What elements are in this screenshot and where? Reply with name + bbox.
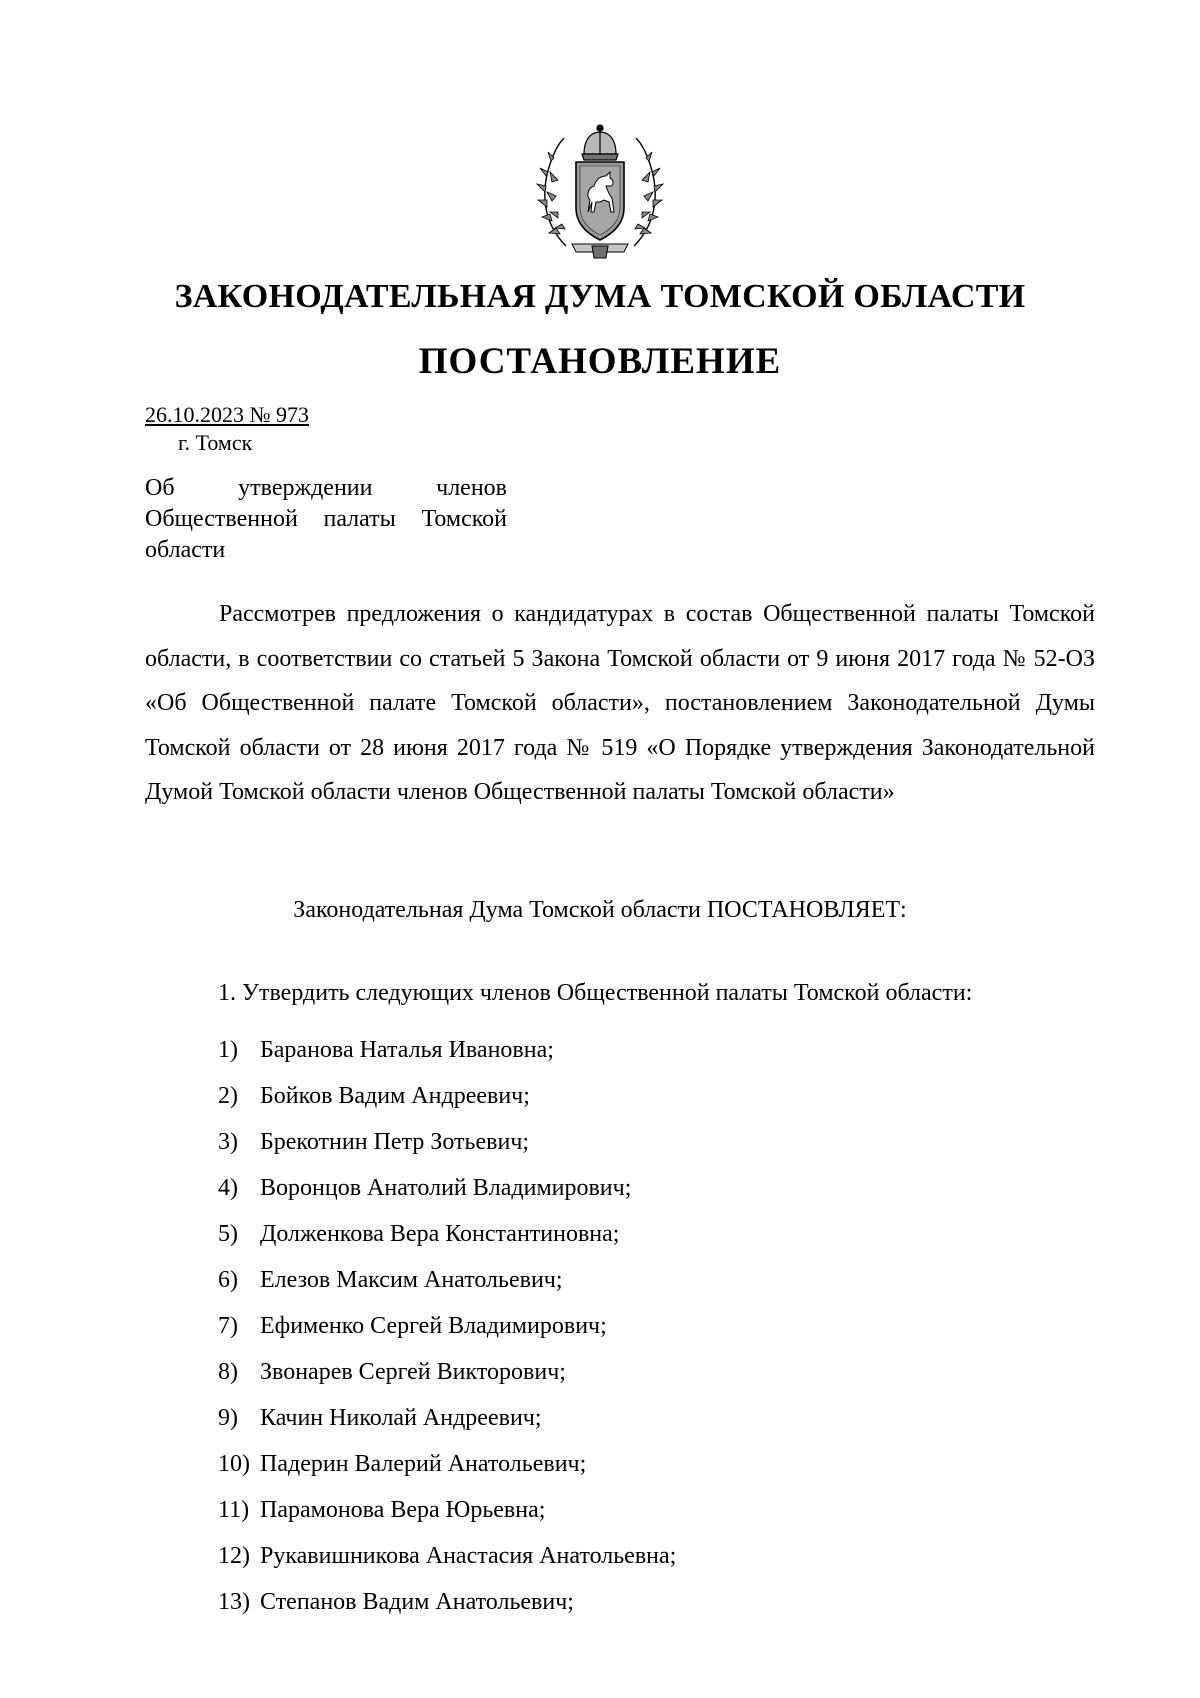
resolution-item-1: 1. Утвердить следующих членов Общественной палаты Томской области: (218, 980, 973, 1006)
list-item-number: 10) (218, 1451, 250, 1477)
list-item-name: Рукавишникова Анастасия Анатольевна; (260, 1543, 677, 1569)
list-item-number: 1) (218, 1037, 238, 1063)
list-item-number: 6) (218, 1267, 238, 1293)
list-item-number: 13) (218, 1589, 250, 1615)
coat-of-arms-icon (536, 124, 664, 262)
document-date-number: 26.10.2023 № 973 (145, 402, 309, 427)
list-item-number: 4) (218, 1175, 238, 1201)
list-item (218, 1211, 676, 1257)
subject-line-rest: Общественной палаты Томской области (145, 506, 507, 563)
list-item (218, 1487, 676, 1533)
list-item-name: Брекотнин Петр Зотьевич; (260, 1129, 530, 1155)
members-list (218, 1027, 676, 1625)
list-item-name: Долженкова Вера Константиновна; (260, 1221, 620, 1247)
list-item (218, 1073, 676, 1119)
list-item-number: 3) (218, 1129, 238, 1155)
list-item-number: 9) (218, 1405, 238, 1431)
list-item (218, 1303, 676, 1349)
list-item-name: Бойков Вадим Андреевич; (260, 1083, 530, 1109)
document-city: г. Томск (178, 430, 253, 455)
document-subject (145, 473, 507, 566)
list-item-name: Качин Николай Андреевич; (260, 1405, 542, 1431)
list-item-number: 2) (218, 1083, 238, 1109)
organization-title: ЗАКОНОДАТЕЛЬНАЯ ДУМА ТОМСКОЙ ОБЛАСТИ (174, 278, 1026, 315)
list-item (218, 1441, 676, 1487)
list-item-number: 12) (218, 1543, 250, 1569)
list-item-name: Елезов Максим Анатольевич; (260, 1267, 563, 1293)
list-item (218, 1533, 676, 1579)
list-item-number: 11) (218, 1497, 250, 1523)
list-item-name: Звонарев Сергей Викторович; (260, 1359, 566, 1385)
resolves-line: Законодательная Дума Томской области ПОСТАНОВЛЯЕТ: (293, 897, 907, 923)
list-item-name: Воронцов Анатолий Владимирович; (260, 1175, 632, 1201)
list-item-number: 7) (218, 1313, 238, 1339)
document-type: ПОСТАНОВЛЕНИЕ (418, 341, 782, 382)
preamble-paragraph: Рассмотрев предложения о кандидатурах в состав Общественной палаты Томской области, в соответствии со статьей 5 Закона Томской области от 9 июня 2017 года № 52-ОЗ «Об Общественной палате Томской области», постановлением Законодательной Думы Томской области от 28 июня 2017 года № 519 «О Порядке утверждения Законодательной Думой Томской области членов Общественной палаты Томской области» (145, 601, 1095, 805)
list-item-name: Падерин Валерий Анатольевич; (260, 1451, 587, 1477)
list-item (218, 1349, 676, 1395)
list-item (218, 1119, 676, 1165)
list-item (218, 1395, 676, 1441)
list-item-number: 8) (218, 1359, 238, 1385)
list-item (218, 1579, 676, 1625)
list-item-name: Ефименко Сергей Владимирович; (260, 1313, 607, 1339)
list-item (218, 1257, 676, 1303)
list-item-name: Баранова Наталья Ивановна; (260, 1037, 554, 1063)
list-item-name: Парамонова Вера Юрьевна; (260, 1497, 546, 1523)
list-item-number: 5) (218, 1221, 238, 1247)
list-item-name: Степанов Вадим Анатольевич; (260, 1589, 574, 1615)
list-item (218, 1165, 676, 1211)
subject-line-1: Об утверждении членов (145, 475, 507, 501)
list-item (218, 1027, 676, 1073)
